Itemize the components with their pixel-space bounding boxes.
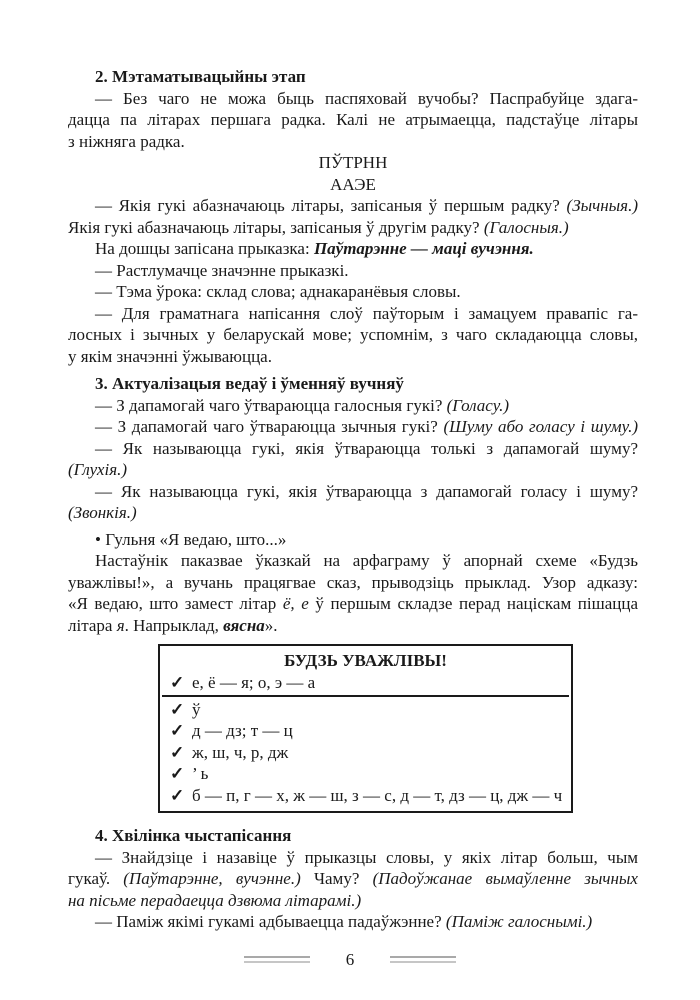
text-run: (Галосныя.) (483, 217, 569, 237)
text-line (68, 572, 638, 594)
text-line (68, 911, 638, 933)
text-line (68, 847, 638, 869)
text-run: я (116, 615, 125, 635)
notice-box-row-text: б — п, г — х, ж — ш, з — с, д — т, дз — ц, дж — ч (192, 785, 563, 805)
text-line (68, 373, 638, 395)
text-line (68, 868, 638, 890)
checkmark-icon: ✓ (170, 785, 185, 805)
text-run: вясна (223, 615, 265, 635)
text-line (68, 395, 638, 417)
text-run: ПЎТРНН (318, 153, 388, 172)
checkmark-icon: ✓ (170, 764, 185, 783)
text-line (68, 438, 638, 460)
text-run: у якім значэнні ўжываюцца. (68, 346, 272, 366)
checkmark-icon: ✓ (170, 742, 185, 762)
text-run: ААЭЕ (330, 174, 376, 194)
text-line (68, 109, 638, 131)
text-line (68, 260, 638, 282)
text-line (68, 459, 638, 481)
text-line (68, 481, 638, 503)
checkmark-icon: ✓ (170, 699, 185, 719)
text-line (68, 303, 638, 325)
checkmark-icon: ✓ (170, 721, 185, 740)
text-run: (Паўтарэнне, вучэнне.) (123, 869, 301, 888)
footer-rule-left (244, 956, 310, 963)
text-line (68, 324, 638, 346)
text-line (68, 174, 638, 196)
text-run: Паўтарэнне — маці вучэння. (313, 239, 534, 258)
page-footer (0, 949, 700, 970)
text-run: ». (264, 615, 278, 635)
text-run: • Гульня «Я ведаю, што...» (95, 529, 287, 549)
text-run: (Шуму або голасу і шуму.) (443, 417, 638, 436)
notice-box-row (160, 785, 571, 807)
notice-box-divider (162, 695, 569, 697)
text-run: — Знайдзіце і назавіце ў прыказцы словы, у якіх літар больш, чым (95, 847, 638, 867)
text-run: — Тэма ўрока: склад слова; аднакаранёвыя словы. (95, 282, 461, 301)
notice-box-title: БУДЗЬ УВАЖЛІВЫ! (284, 651, 447, 670)
notice-box-row-text: е, ё — я; о, э — а (192, 673, 316, 692)
text-line (68, 152, 638, 174)
text-line (68, 615, 638, 637)
text-run: лосных і зычных у беларускай мове; успомнім, з чаго складаюцца словы, (68, 325, 638, 344)
text-run: — Як называюцца гукі, якія ўтвараюцца з дапамогай голасу і шуму? (95, 481, 638, 501)
text-run: (Глухія.) (68, 460, 128, 479)
footer-rule-right (390, 956, 456, 963)
text-run: (Голасу.) (446, 395, 510, 415)
text-run: 2. Мэтаматывацыйны этап (95, 67, 306, 86)
notice-box-row-text: ж, ш, ч, р, дж (192, 742, 289, 762)
text-run: (Паміж галоснымі.) (445, 912, 593, 931)
text-line (68, 66, 638, 88)
text-line (68, 890, 638, 912)
text-run: — Для граматнага напісання слоў паўторым і замацуем правапіс га- (95, 303, 638, 323)
text-run: Настаўнік паказвае ўказкай на арфаграму ў апорнай схеме «Будзь (95, 551, 638, 570)
text-run: ў першым складзе перад націскам пішацца (308, 594, 639, 613)
text-run: 4. Хвілінка чыстапісання (95, 826, 292, 845)
notice-box-row-text: ў (192, 699, 201, 719)
text-run: дацца па літарах першага радка. Калі не атрымаецца, падстаўце літары (68, 110, 638, 129)
checkmark-icon: ✓ (170, 673, 185, 692)
text-run: Чаму? (300, 869, 373, 888)
text-line (68, 346, 638, 368)
text-run: з ніжняга радка. (68, 131, 185, 151)
text-run: — Як называюцца гукі, якія ўтвараюцца толькі з дапамогай шуму? (95, 438, 638, 458)
text-run: На дошцы запісана прыказка: (95, 239, 314, 258)
notice-box-row (160, 742, 571, 764)
notice-box-row (160, 672, 571, 694)
text-line (68, 502, 638, 524)
text-run: — Растлумачце значэнне прыказкі. (95, 260, 349, 280)
text-run: уважлівы!», а вучань працягвае сказ, прыводзіць прыклад. Узор адказу: (68, 572, 638, 592)
notice-box (158, 644, 573, 813)
text-run: літара (68, 615, 117, 635)
text-line (68, 550, 638, 572)
text-line (68, 195, 638, 217)
text-run: 3. Актуалізацыя ведаў і ўменняў вучняў (95, 374, 404, 393)
text-line (68, 529, 638, 551)
text-run: — Паміж якімі гукамі адбываецца падаўжэнне? (95, 912, 446, 931)
text-run: — Без чаго не можа быць паспяховай вучобы? Паспрабуйце здага- (95, 88, 638, 108)
text-run: Якія гукі абазначаюць літары, запісаныя ў другім радку? (68, 217, 484, 237)
text-line (68, 238, 638, 260)
notice-box-row-text: д — дз; т — ц (192, 721, 293, 740)
text-line (68, 593, 638, 615)
notice-box-row (160, 763, 571, 785)
text-run: (Звонкія.) (68, 503, 137, 522)
text-run: на пісьме перадаецца дзвюма літарамі.) (68, 890, 362, 910)
text-run: (Зычныя.) (566, 196, 638, 215)
text-run: . Напрыклад, (124, 615, 224, 635)
notice-box-row (160, 720, 571, 742)
notice-box-row (160, 699, 571, 721)
text-run: гукаў. (68, 869, 124, 888)
page-number: 6 (345, 949, 355, 969)
text-run: «Я ведаю, што замест літар (68, 594, 283, 613)
text-run: ё, е (282, 594, 309, 613)
text-line (68, 825, 638, 847)
notice-box-row-text: ’ ь (192, 764, 209, 783)
text-run: — Якія гукі абазначаюць літары, запісаныя ў першым радку? (95, 196, 567, 215)
text-line (68, 416, 638, 438)
text-line (68, 131, 638, 153)
text-run: — З дапамогай чаго ўтвараюцца галосныя гукі? (95, 395, 447, 415)
text-line (68, 88, 638, 110)
text-run: — З дапамогай чаго ўтвараюцца зычныя гукі? (95, 417, 444, 436)
text-run: (Падоўжанае вымаўленне зычных (372, 869, 638, 888)
text-line (68, 217, 638, 239)
text-line (68, 281, 638, 303)
